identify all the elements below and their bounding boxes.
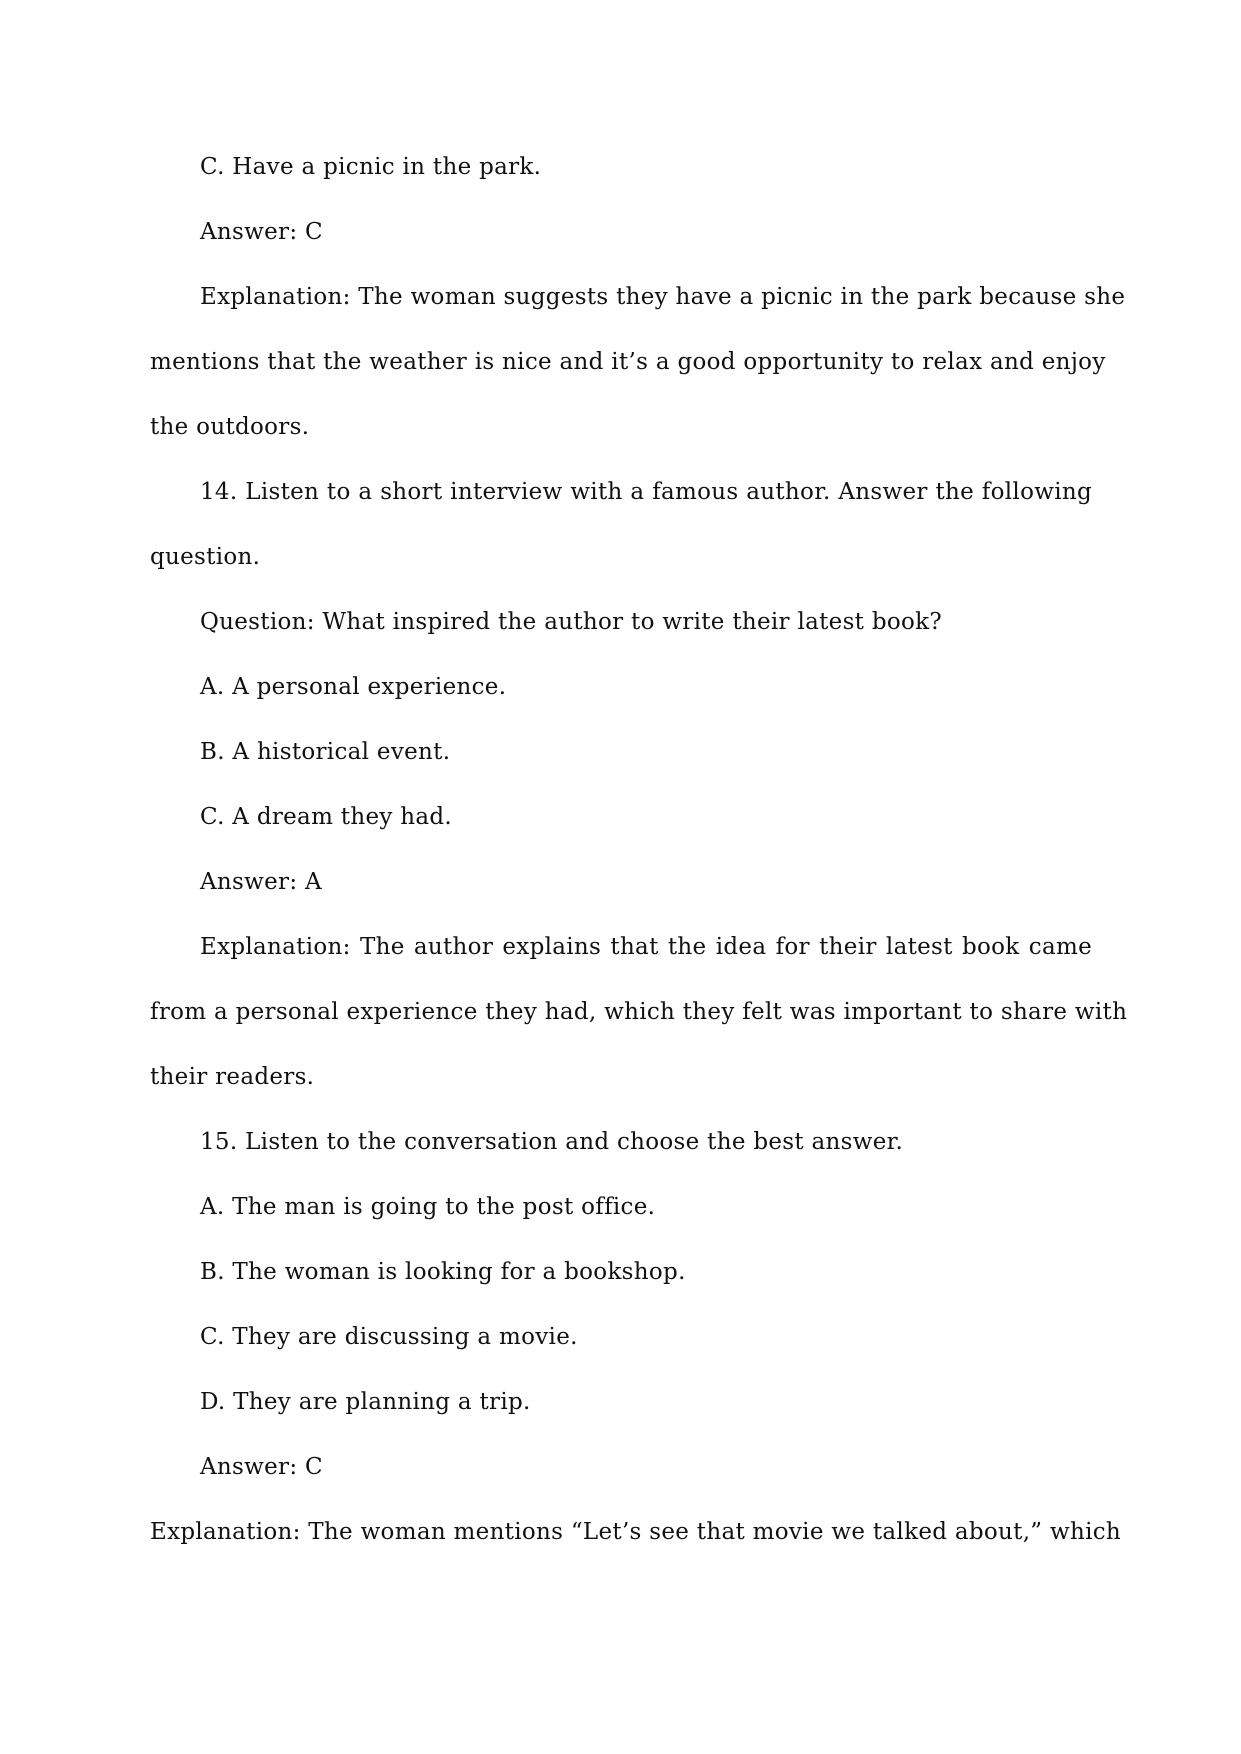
q13-explanation-line-2: mentions that the weather is nice and it’s a good opportunity to relax and enjoy	[150, 349, 1106, 375]
q13-explanation-line-1: Explanation: The woman suggests they have a picnic in the park because she	[200, 284, 1126, 310]
q14-explanation-line-2: from a personal experience they had, which they felt was important to share with	[150, 999, 1128, 1025]
q15-explanation-line-1: Explanation: The woman mentions “Let’s see that movie we talked about,” which	[150, 1519, 1122, 1545]
q15-option-b: B. The woman is looking for a bookshop.	[200, 1259, 686, 1285]
q14-prompt-line-2: question.	[150, 544, 261, 570]
q14-option-a: A. A personal experience.	[200, 674, 507, 700]
q15-option-c: C. They are discussing a movie.	[200, 1324, 578, 1350]
q14-explanation-line-1: Explanation: The author explains that the idea for their latest book came	[200, 934, 1092, 960]
q14-answer: Answer: A	[200, 869, 322, 895]
q14-question: Question: What inspired the author to write their latest book?	[200, 609, 943, 635]
q13-explanation-line-3: the outdoors.	[150, 414, 310, 440]
q14-option-b: B. A historical event.	[200, 739, 451, 765]
q13-answer: Answer: C	[200, 219, 323, 245]
q14-option-c: C. A dream they had.	[200, 804, 453, 830]
q14-prompt-line-1: 14. Listen to a short interview with a famous author. Answer the following	[200, 479, 1092, 505]
q14-explanation-line-3: their readers.	[150, 1064, 315, 1090]
q15-option-a: A. The man is going to the post office.	[200, 1194, 656, 1220]
q15-option-d: D. They are planning a trip.	[200, 1389, 531, 1415]
q15-answer: Answer: C	[200, 1454, 323, 1480]
q13-option-c: C. Have a picnic in the park.	[200, 154, 542, 180]
q15-prompt: 15. Listen to the conversation and choose the best answer.	[200, 1129, 904, 1155]
